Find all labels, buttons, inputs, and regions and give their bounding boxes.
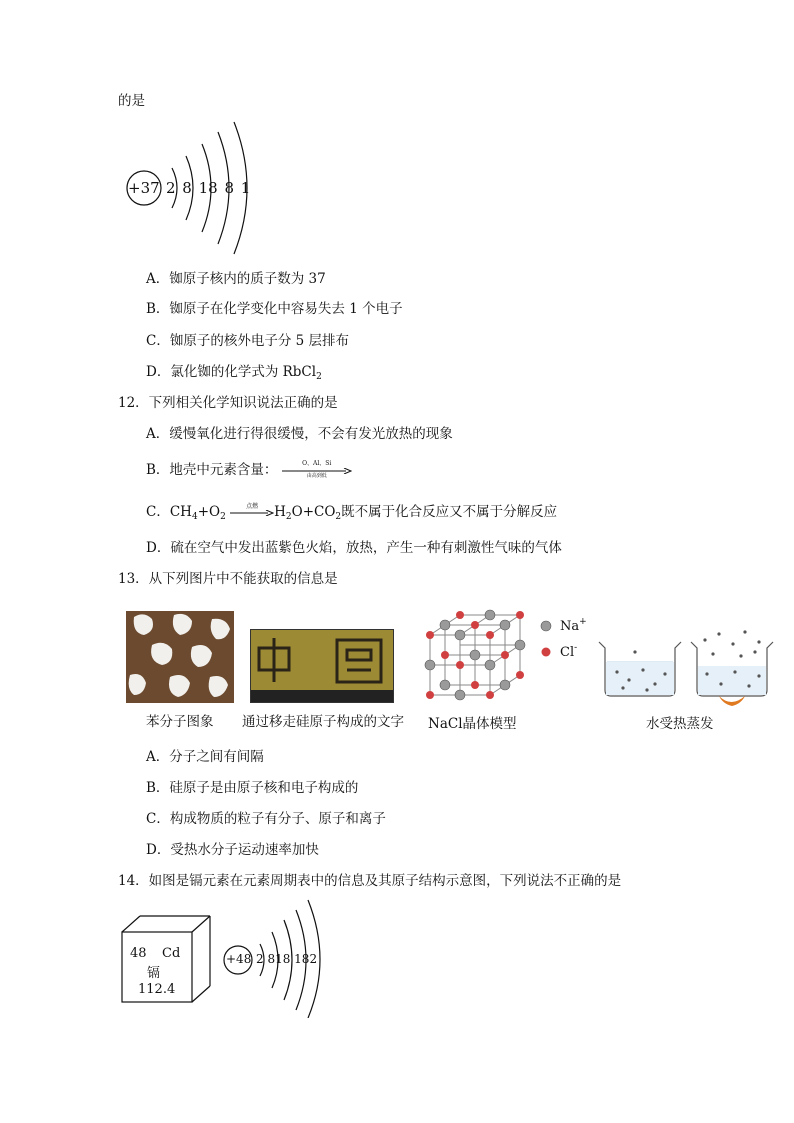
option-c-label: C． xyxy=(146,504,170,520)
option-b-text: B．地壳中元素含量： xyxy=(146,462,278,478)
element-name: 镉 xyxy=(147,966,161,981)
nucleus-charge: +37 xyxy=(128,179,160,197)
q12-option-b xyxy=(146,461,352,480)
benzene-blobs xyxy=(126,611,234,703)
q13-option-c: C．构成物质的粒子有分子、原子和离子 xyxy=(146,811,386,827)
caption-silicon: 通过移走硅原子构成的文字 xyxy=(242,714,404,730)
rubidium-atom-diagram xyxy=(120,120,260,260)
element-cell-cadmium xyxy=(118,912,213,1007)
crystal-lattice xyxy=(420,605,540,710)
subscript: 2 xyxy=(316,372,322,382)
legend-na xyxy=(540,617,587,634)
formula-ch: CH xyxy=(169,504,192,520)
beakers-illustration xyxy=(595,628,780,708)
q11-option-a: A．铷原子核内的质子数为 37 xyxy=(146,271,326,287)
subscript: 2 xyxy=(335,512,342,522)
option-c-tail: 既不属于化合反应又不属于分解反应 xyxy=(341,504,558,520)
atomic-mass: 112.4 xyxy=(138,982,176,997)
subscript: 2 xyxy=(220,512,226,522)
atomic-number: 48 xyxy=(130,946,147,961)
subscript: 4 xyxy=(191,512,198,522)
q11-option-c: C．铷原子的核外电子分 5 层排布 xyxy=(146,333,350,349)
q13-option-d: D．受热水分子运动速率加快 xyxy=(146,842,319,858)
legend-cl-label xyxy=(560,643,577,660)
cadmium-atom-diagram xyxy=(222,898,332,1018)
formula-o: +O xyxy=(197,504,221,520)
nacl-crystal-model xyxy=(420,605,540,710)
caption-benzene: 苯分子图象 xyxy=(146,714,214,730)
ordering-arrow xyxy=(282,459,352,480)
q11-option-d xyxy=(146,363,322,386)
formula-o-co: O+CO xyxy=(291,504,336,520)
q12-option-a: A．缓慢氧化进行得很缓慢，不会有发光放热的现象 xyxy=(146,426,453,442)
element-symbol: Cd xyxy=(162,946,181,961)
reaction-condition: 点燃 xyxy=(246,502,259,510)
arrow-below-text: 由高到低 xyxy=(306,472,327,479)
q14-stem: 14．如图是镉元素在元素周期表中的信息及其原子结构示意图，下列说法不正确的是 xyxy=(118,873,622,889)
nucleus-charge: +48 xyxy=(226,952,252,966)
q12-option-c xyxy=(146,503,557,526)
arrow-above-text: O、Al、Si xyxy=(302,459,332,467)
caption-water: 水受热蒸发 xyxy=(646,716,714,732)
legend-na-text: Na xyxy=(560,619,580,634)
q12-stem: 12．下列相关化学知识说法正确的是 xyxy=(118,395,338,411)
q11-option-b: B．铷原子在化学变化中容易失去 1 个电子 xyxy=(146,301,403,317)
cl-ion-icon xyxy=(540,646,552,658)
arrow-right-icon xyxy=(230,510,274,516)
q12-option-d: D．硫在空气中发出蓝紫色火焰，放热，产生一种有刺激性气味的气体 xyxy=(146,540,562,556)
legend-cl xyxy=(540,643,580,659)
superscript: + xyxy=(579,617,587,627)
question-fragment: 的是 xyxy=(118,93,145,109)
caption-nacl: NaCl晶体模型 xyxy=(428,716,517,732)
benzene-molecule-image xyxy=(126,611,234,703)
water-evaporation-image xyxy=(595,628,780,708)
q13-option-b: B．硅原子是由原子核和电子构成的 xyxy=(146,780,359,796)
formula-h: H xyxy=(274,504,286,520)
legend-na-label xyxy=(560,617,587,634)
na-ion-icon xyxy=(540,620,552,632)
subscript: 2 xyxy=(285,512,292,522)
q13-option-a: A．分子之间有间隔 xyxy=(146,749,264,765)
silicon-atom-text-image xyxy=(250,629,394,703)
silicon-text-pattern xyxy=(251,630,393,702)
reaction-arrow xyxy=(230,504,274,522)
shell-electrons: 2 8 18 8 1 xyxy=(166,179,251,197)
superscript: - xyxy=(574,643,578,653)
q13-stem: 13．从下列图片中不能获取的信息是 xyxy=(118,571,338,587)
option-d-text: D．氯化铷的化学式为 RbCl xyxy=(146,364,317,380)
legend-cl-text: Cl xyxy=(560,645,575,660)
shell-electrons: 2 818 182 xyxy=(256,952,318,966)
